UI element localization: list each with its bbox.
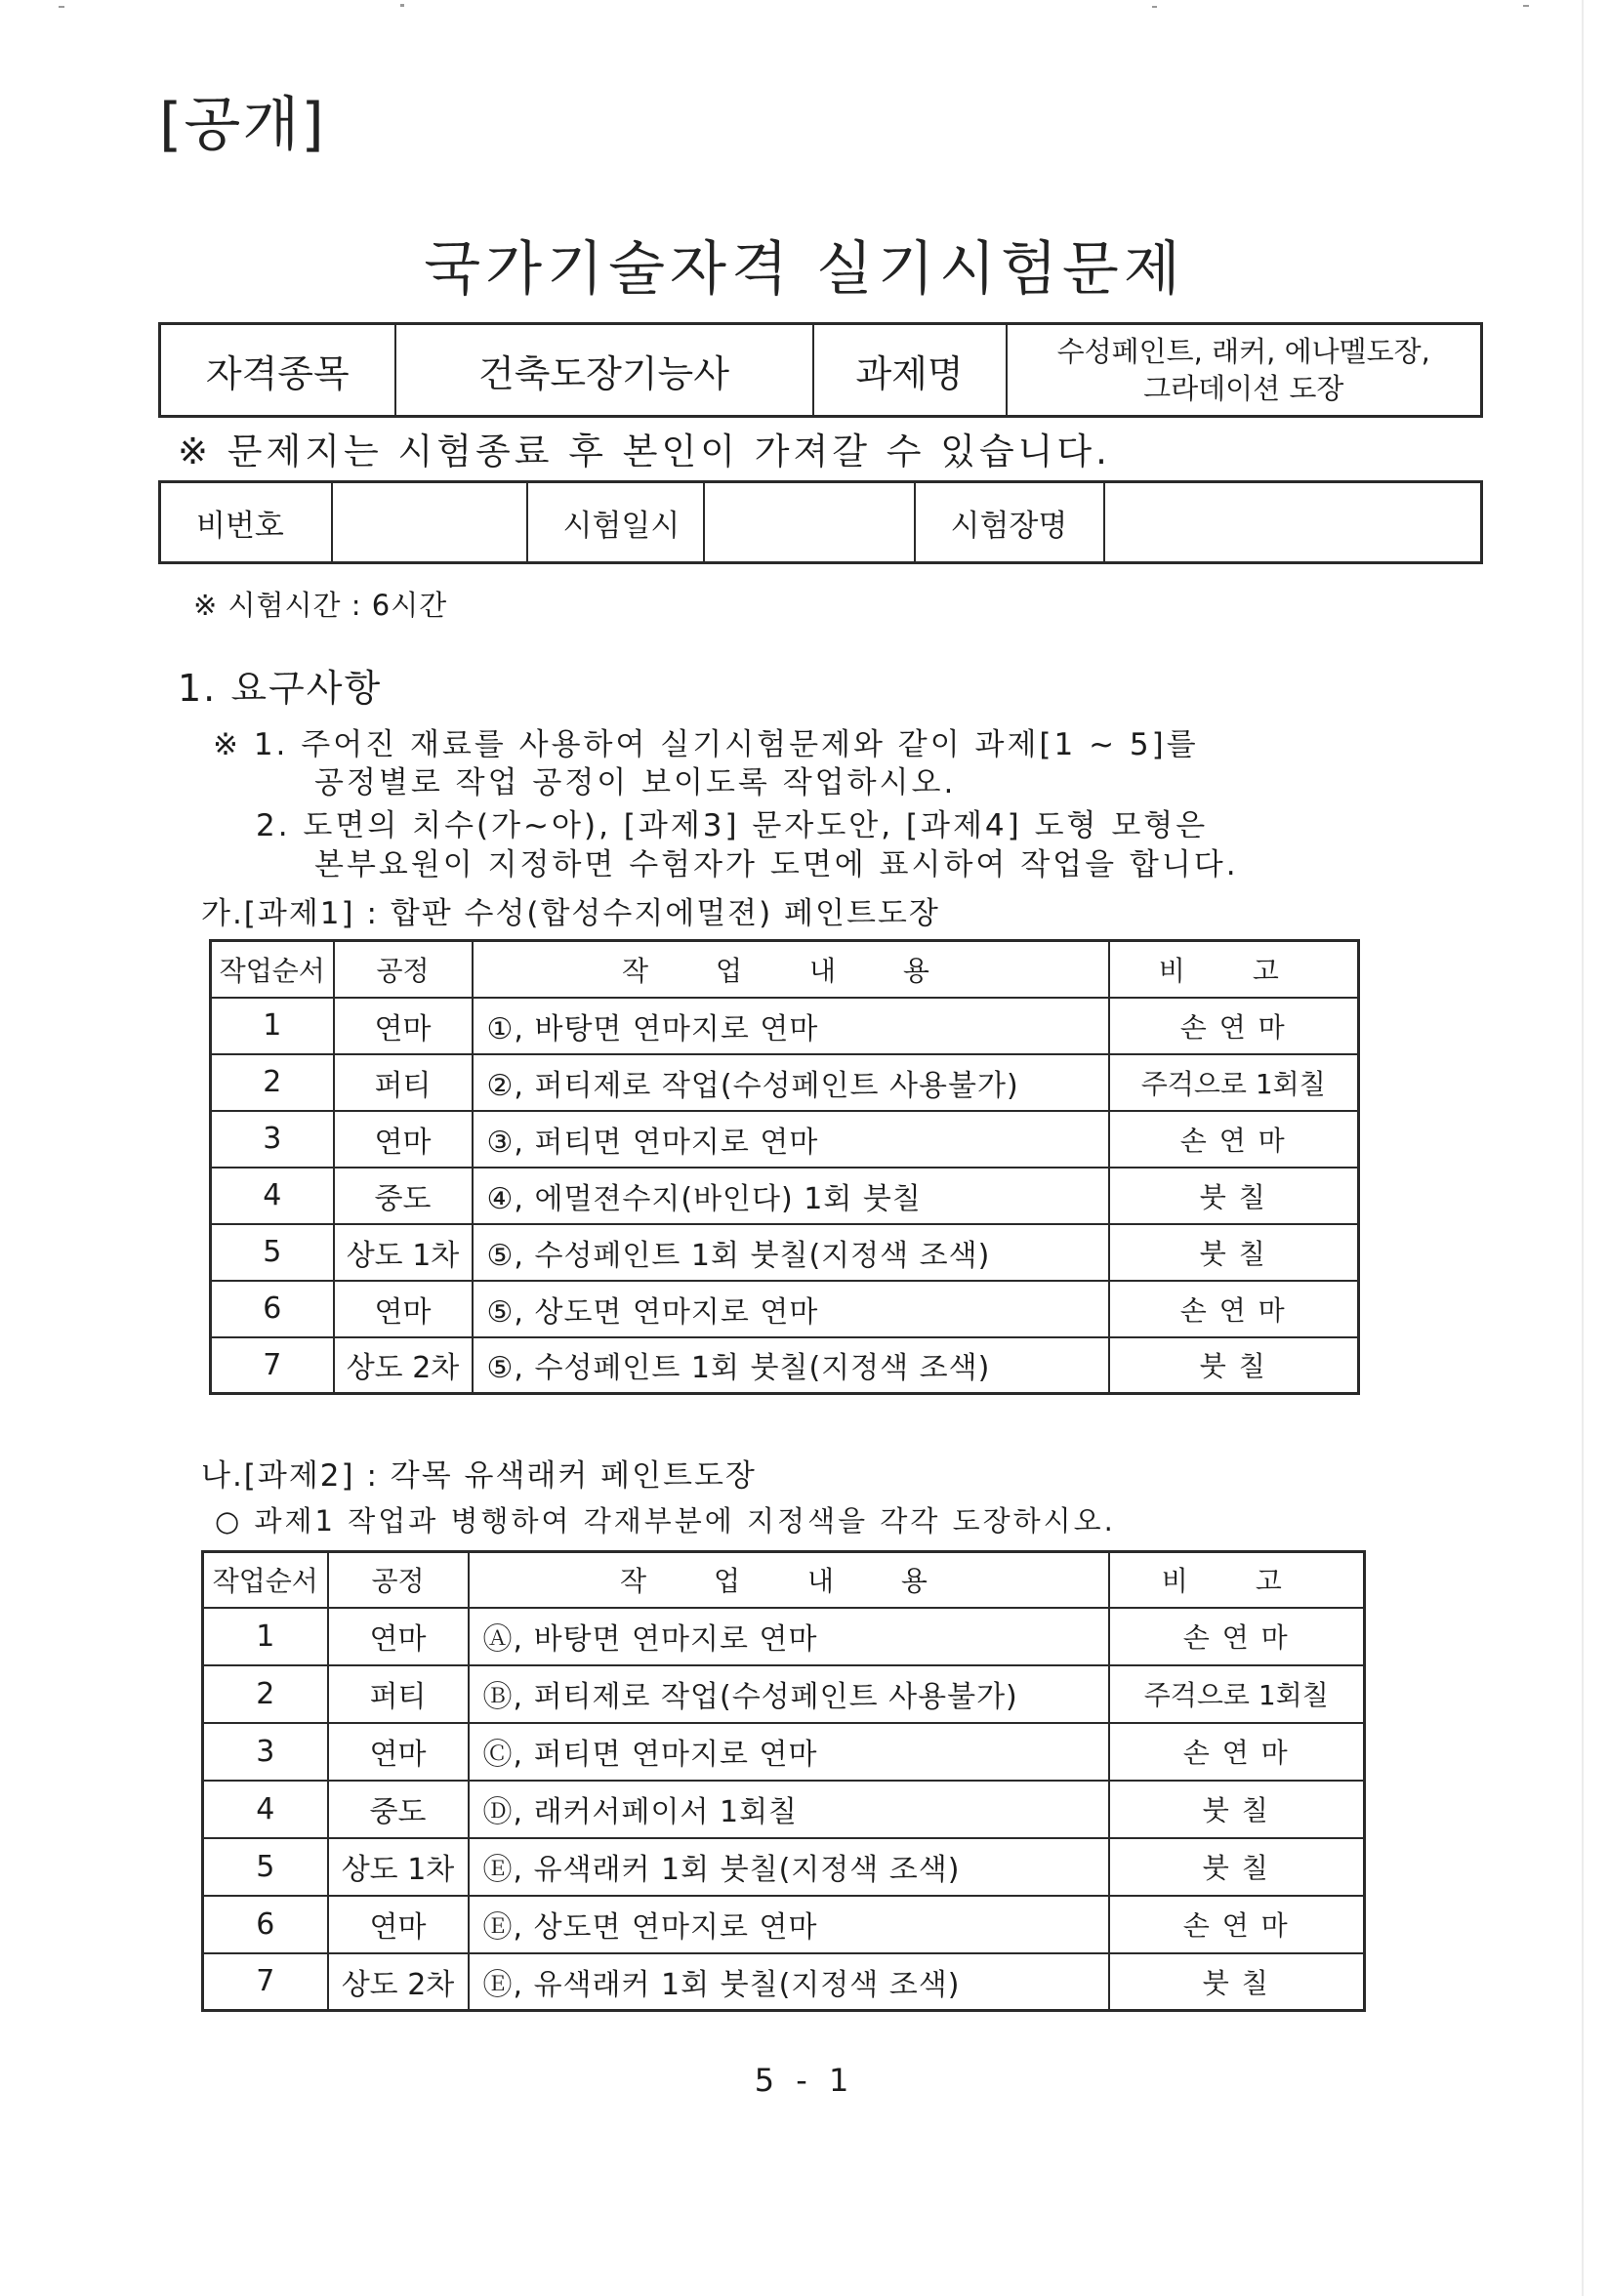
process: 상도 1차 [334,1224,473,1281]
step-number: 7 [203,1953,328,2011]
column-header: 공정 [334,941,473,998]
page-title: 국가기술자격 실기시험문제 [424,235,1185,304]
step-number: 7 [211,1337,334,1394]
column-header: 공정 [328,1552,469,1608]
task-name-label: 과제명 [813,324,1007,417]
work-content: Ⓓ, 래커서페이서 1회칠 [469,1781,1109,1838]
page-number: 5 - 1 [754,2062,855,2099]
table-row [211,1054,1359,1111]
work-content: ③, 퍼티면 연마지로 연마 [473,1111,1109,1168]
table-row [211,1281,1359,1337]
step-number: 2 [211,1054,334,1111]
work-content: ②, 퍼티제로 작업(수성페인트 사용불가) [473,1054,1109,1111]
task-name-line1: 수성페인트, 래커, 에나멜도장, [1056,335,1430,368]
step-number: 4 [203,1781,328,1838]
work-content: ①, 바탕면 연마지로 연마 [473,998,1109,1054]
process: 연마 [334,998,473,1054]
table-row [211,1224,1359,1281]
task2-table [201,1550,1366,2012]
step-number: 3 [211,1111,334,1168]
task1-table [209,939,1360,1395]
process: 연마 [328,1723,469,1781]
remark: 손 연 마 [1109,1281,1359,1337]
remark: 붓 칠 [1109,1953,1365,2011]
process: 상도 2차 [328,1953,469,2011]
remark: 붓 칠 [1109,1168,1359,1224]
id-field[interactable] [332,482,527,563]
work-content: ⑤, 수성페인트 1회 붓칠(지정색 조색) [473,1224,1109,1281]
requirement-1-line2: 공정별로 작업 공정이 보이도록 작업하시오. [314,765,957,800]
table-row [211,998,1359,1054]
scan-top-marks [0,0,1609,10]
step-number: 4 [211,1168,334,1224]
step-number: 6 [203,1896,328,1953]
qualification-value: 건축도장기능사 [395,324,813,417]
table-row [203,1608,1365,1665]
work-content: ⑤, 상도면 연마지로 연마 [473,1281,1109,1337]
process: 퍼티 [334,1054,473,1111]
process: 상도 2차 [334,1337,473,1394]
section-heading: 1. 요구사항 [178,667,383,710]
step-number: 1 [203,1608,328,1665]
column-header: 작 업 내 용 [469,1552,1109,1608]
remark: 손 연 마 [1109,1608,1365,1665]
table-row [203,1838,1365,1896]
place-label: 시험장명 [915,482,1104,563]
column-header: 작업순서 [203,1552,328,1608]
table-header-row [211,941,1359,998]
work-content: ⑤, 수성페인트 1회 붓칠(지정색 조색) [473,1337,1109,1394]
exam-time-note: ※ 시험시간 : 6시간 [193,589,448,622]
step-number: 2 [203,1665,328,1723]
date-label: 시험일시 [527,482,704,563]
remark: 손 연 마 [1109,1723,1365,1781]
table-row [211,1168,1359,1224]
remark: 붓 칠 [1109,1838,1365,1896]
exam-meta-table [158,480,1483,564]
task2-note: ○ 과제1 작업과 병행하여 각재부분에 지정색을 각각 도장하시오. [215,1504,1116,1538]
table-row [203,1896,1365,1953]
date-field[interactable] [704,482,915,563]
remark: 주걱으로 1회칠 [1109,1665,1365,1723]
remark: 붓 칠 [1109,1224,1359,1281]
work-content: Ⓔ, 유색래커 1회 붓칠(지정색 조색) [469,1953,1109,2011]
task-name-value [1007,324,1482,417]
work-content: Ⓒ, 퍼티면 연마지로 연마 [469,1723,1109,1781]
work-content: Ⓐ, 바탕면 연마지로 연마 [469,1608,1109,1665]
public-tag: [공개] [159,91,326,159]
process: 연마 [334,1281,473,1337]
process: 상도 1차 [328,1838,469,1896]
remark: 주걱으로 1회칠 [1109,1054,1359,1111]
task1-title: 가.[과제1] : 합판 수성(합성수지에멀젼) 페인트도장 [201,896,940,931]
work-content: ④, 에멀젼수지(바인다) 1회 붓칠 [473,1168,1109,1224]
table-row [203,1953,1365,2011]
step-number: 5 [211,1224,334,1281]
scan-edge [1582,0,1584,2296]
work-content: Ⓔ, 유색래커 1회 붓칠(지정색 조색) [469,1838,1109,1896]
process: 연마 [328,1608,469,1665]
step-number: 5 [203,1838,328,1896]
step-number: 1 [211,998,334,1054]
column-header: 비 고 [1109,1552,1365,1608]
table-row [203,1723,1365,1781]
requirement-2-line2: 본부요원이 지정하면 수험자가 도면에 표시하여 작업을 합니다. [314,847,1239,882]
remark: 손 연 마 [1109,1111,1359,1168]
table-header-row [203,1552,1365,1608]
place-field[interactable] [1104,482,1482,563]
table-row [203,1781,1365,1838]
column-header: 작업순서 [211,941,334,998]
process: 퍼티 [328,1665,469,1723]
step-number: 3 [203,1723,328,1781]
process: 연마 [334,1111,473,1168]
table-row [203,1665,1365,1723]
column-header: 비 고 [1109,941,1359,998]
process: 중도 [334,1168,473,1224]
qualification-label: 자격종목 [160,324,395,417]
id-label: 비번호 [160,482,332,563]
requirement-2-line1: 2. 도면의 치수(가~아), [과제3] 문자도안, [과제4] 도형 모형은 [256,808,1209,843]
work-content: Ⓑ, 퍼티제로 작업(수성페인트 사용불가) [469,1665,1109,1723]
remark: 붓 칠 [1109,1781,1365,1838]
remark: 붓 칠 [1109,1337,1359,1394]
work-content: Ⓔ, 상도면 연마지로 연마 [469,1896,1109,1953]
column-header: 작 업 내 용 [473,941,1109,998]
process: 중도 [328,1781,469,1838]
table-row [211,1337,1359,1394]
process: 연마 [328,1896,469,1953]
qualification-table [158,322,1483,418]
notice-text: ※ 문제지는 시험종료 후 본인이 가져갈 수 있습니다. [178,430,1111,472]
remark: 손 연 마 [1109,998,1359,1054]
step-number: 6 [211,1281,334,1337]
requirement-1-line1: ※ 1. 주어진 재료를 사용하여 실기시험문제와 같이 과제[1 ~ 5]를 [213,727,1199,762]
table-row [211,1111,1359,1168]
task2-title: 나.[과제2] : 각목 유색래커 페인트도장 [201,1458,757,1494]
remark: 손 연 마 [1109,1896,1365,1953]
task-name-line2: 그라데이션 도장 [1143,372,1344,405]
